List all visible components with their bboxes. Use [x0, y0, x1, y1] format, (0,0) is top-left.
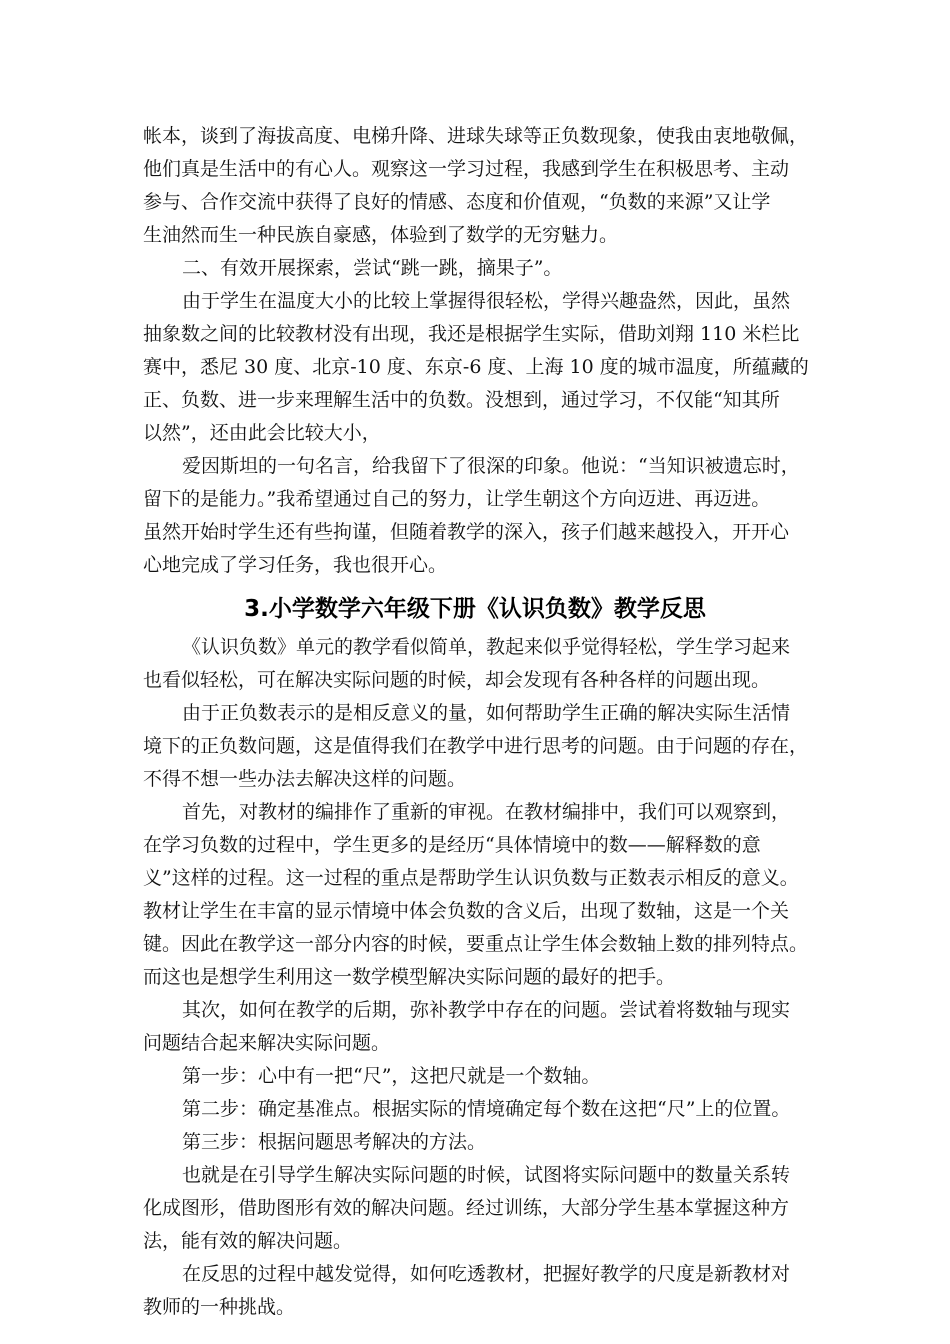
body-text-line: 帐本，谈到了海拔高度、电梯升降、进球失球等正负数现象，使我由衷地敬佩，	[143, 125, 809, 147]
body-text-line: 生油然而生一种民族自豪感，体验到了数学的无穷魅力。	[143, 224, 619, 246]
body-text-line: 教师的一种挑战。	[143, 1296, 296, 1318]
body-text-line: 教材让学生在丰富的显示情境中体会负数的含义后，出现了数轴，这是一个关	[143, 900, 790, 922]
body-text-line: 留下的是能力。”我希望通过自己的努力，让学生朝这个方向迈进、再迈进。	[143, 488, 771, 510]
body-text-line: 问题结合起来解决实际问题。	[143, 1032, 391, 1054]
paragraph-start: 《认识负数》单元的教学看似简单，教起来似乎觉得轻松，学生学习起来	[182, 636, 791, 658]
body-text-line: 心地完成了学习任务，我也很开心。	[143, 554, 448, 576]
body-text-line: 赛中，悉尼 30 度、北京-10 度、东京-6 度、上海 10 度的城市温度，所蕴藏的	[143, 356, 809, 378]
section-subheading: 二、有效开展探索，尝试“跳一跳，摘果子”。	[182, 257, 563, 279]
section-title: 3.小学数学六年级下册《认识负数》教学反思	[244, 596, 706, 622]
step-item: 第三步：根据问题思考解决的方法。	[182, 1131, 487, 1153]
paragraph-start: 由于学生在温度大小的比较上掌握得很轻松，学得兴趣盎然，因此，虽然	[182, 290, 791, 312]
paragraph-start: 由于正负数表示的是相反意义的量，如何帮助学生正确的解决实际生活情	[182, 702, 791, 724]
body-text-line: 不得不想一些办法去解决这样的问题。	[143, 768, 467, 790]
paragraph-start: 在反思的过程中越发觉得，如何吃透教材，把握好教学的尺度是新教材对	[182, 1263, 791, 1285]
step-item: 第二步：确定基准点。根据实际的情境确定每个数在这把“尺”上的位置。	[182, 1098, 791, 1120]
body-text-line: 他们真是生活中的有心人。观察这一学习过程，我感到学生在积极思考、主动	[143, 158, 790, 180]
body-text-line: 而这也是想学生利用这一数学模型解决实际问题的最好的把手。	[143, 966, 676, 988]
paragraph-start: 也就是在引导学生解决实际问题的时候，试图将实际问题中的数量关系转	[182, 1164, 791, 1186]
body-text-line: 义”这样的过程。这一过程的重点是帮助学生认识负数与正数表示相反的意义。	[143, 867, 799, 889]
body-text-line: 键。因此在教学这一部分内容的时候，要重点让学生体会数轴上数的排列特点。	[143, 933, 809, 955]
body-text-line: 化成图形，借助图形有效的解决问题。经过训练，大部分学生基本掌握这种方	[143, 1197, 790, 1219]
step-item: 第一步：心中有一把“尺”，这把尺就是一个数轴。	[182, 1065, 601, 1087]
body-text-line: 在学习负数的过程中，学生更多的是经历“具体情境中的数——解释数的意	[143, 834, 761, 856]
body-text-line: 虽然开始时学生还有些拘谨，但随着教学的深入，孩子们越来越投入，开开心	[143, 521, 790, 543]
body-text-line: 抽象数之间的比较教材没有出现，我还是根据学生实际，借助刘翔 110 米栏比	[143, 323, 800, 345]
paragraph-start: 爱因斯坦的一句名言，给我留下了很深的印象。他说：“当知识被遗忘时，	[182, 455, 800, 477]
body-text-line: 也看似轻松，可在解决实际问题的时候，却会发现有各种各样的问题出现。	[143, 669, 771, 691]
body-text-line: 参与、合作交流中获得了良好的情感、态度和价值观，“负数的来源”又让学	[143, 191, 771, 213]
body-text-line: 以然”，还由此会比较大小，	[143, 422, 381, 444]
body-text-line: 境下的正负数问题，这是值得我们在教学中进行思考的问题。由于问题的存在，	[143, 735, 809, 757]
paragraph-start: 首先，对教材的编排作了重新的审视。在教材编排中，我们可以观察到，	[182, 801, 791, 823]
paragraph-start: 其次，如何在教学的后期，弥补教学中存在的问题。尝试着将数轴与现实	[182, 999, 791, 1021]
body-text-line: 法，能有效的解决问题。	[143, 1230, 353, 1252]
body-text-line: 正、负数、进一步来理解生活中的负数。没想到，通过学习，不仅能“知其所	[143, 389, 780, 411]
